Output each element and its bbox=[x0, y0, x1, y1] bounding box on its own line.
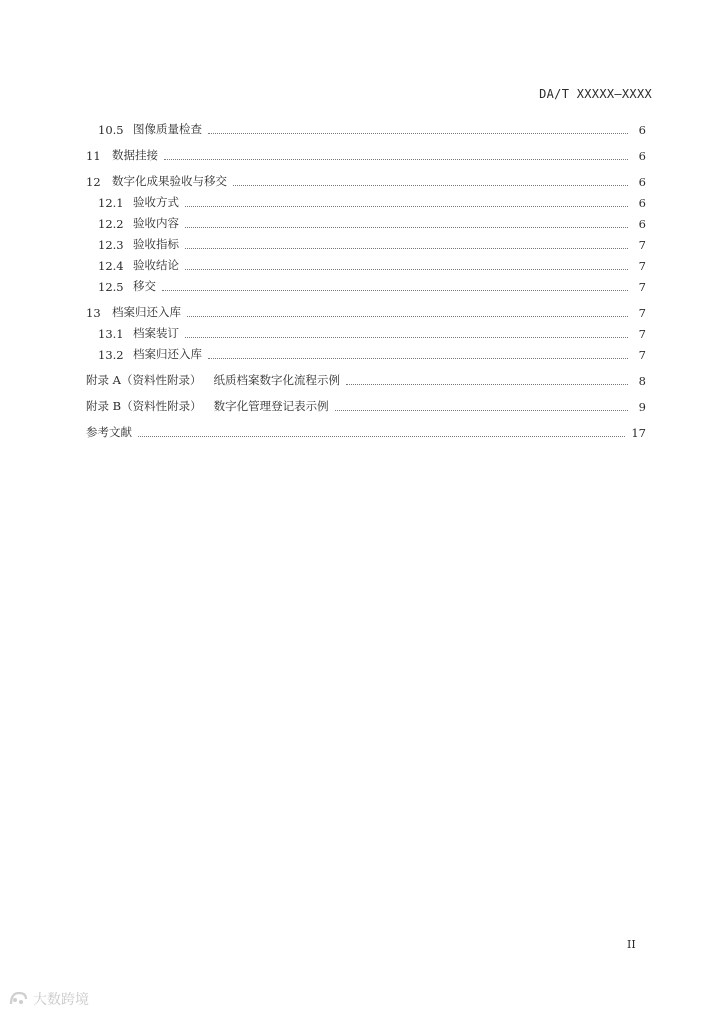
toc-entry-number: 12.5 bbox=[98, 280, 124, 294]
toc-entry[interactable] bbox=[86, 252, 646, 273]
toc-entry[interactable] bbox=[86, 320, 646, 341]
toc-entry-title: 档案归还入库 bbox=[112, 305, 181, 319]
toc-entry[interactable] bbox=[86, 210, 646, 231]
toc-entry-number: 10.5 bbox=[98, 123, 124, 137]
toc-entry-number: 13 bbox=[86, 306, 101, 320]
toc-leader-dots bbox=[208, 132, 628, 134]
toc-entry-number: 12.1 bbox=[98, 196, 124, 210]
toc-entry-title: 档案归还入库 bbox=[133, 347, 202, 361]
toc-leader-dots bbox=[185, 205, 628, 207]
toc-entry-title: 移交 bbox=[133, 279, 156, 293]
document-code: DA/T XXXXX—XXXX bbox=[539, 87, 652, 101]
brand-logo-icon bbox=[8, 990, 30, 1008]
toc-leader-dots bbox=[208, 357, 628, 359]
toc-entry-number: 附录 B（资料性附录） bbox=[86, 399, 202, 413]
table-of-contents bbox=[86, 116, 646, 440]
toc-leader-dots bbox=[185, 226, 628, 228]
toc-entry-number: 12.2 bbox=[98, 217, 124, 231]
toc-entry-page: 7 bbox=[638, 306, 646, 320]
toc-entry-page: 7 bbox=[638, 280, 646, 294]
watermark-text: 大数跨境 bbox=[33, 992, 89, 1008]
toc-entry-number: 11 bbox=[86, 149, 101, 163]
toc-leader-dots bbox=[346, 383, 628, 385]
toc-entry-page: 7 bbox=[638, 259, 646, 273]
toc-entry[interactable] bbox=[86, 393, 646, 414]
toc-entry-title: 图像质量检查 bbox=[133, 122, 202, 136]
toc-entry-title: 数据挂接 bbox=[112, 148, 158, 162]
toc-entry-number: 13.2 bbox=[98, 348, 124, 362]
toc-entry-page: 6 bbox=[638, 175, 646, 189]
toc-entry-title: 验收内容 bbox=[133, 216, 179, 230]
toc-entry[interactable] bbox=[86, 341, 646, 362]
toc-leader-dots bbox=[185, 336, 628, 338]
toc-leader-dots bbox=[185, 247, 628, 249]
watermark bbox=[8, 989, 89, 1009]
toc-entry-number: 12.3 bbox=[98, 238, 124, 252]
toc-entry-page: 6 bbox=[638, 217, 646, 231]
toc-entry-number: 12 bbox=[86, 175, 101, 189]
toc-entry-number: 12.4 bbox=[98, 259, 124, 273]
toc-entry-page: 6 bbox=[638, 196, 646, 210]
toc-entry-page: 6 bbox=[638, 123, 646, 137]
toc-entry[interactable] bbox=[86, 273, 646, 294]
page-number: II bbox=[627, 938, 636, 951]
toc-entry-page: 7 bbox=[638, 348, 646, 362]
toc-leader-dots bbox=[185, 268, 628, 270]
toc-entry-page: 6 bbox=[638, 149, 646, 163]
toc-entry-title: 数字化管理登记表示例 bbox=[213, 399, 329, 413]
toc-entry-title: 档案装订 bbox=[133, 326, 179, 340]
toc-entry-title: 数字化成果验收与移交 bbox=[112, 174, 227, 188]
toc-leader-dots bbox=[162, 289, 628, 291]
toc-entry[interactable] bbox=[86, 116, 646, 137]
toc-entry[interactable] bbox=[86, 367, 646, 388]
toc-entry[interactable] bbox=[86, 142, 646, 163]
toc-entry[interactable] bbox=[86, 299, 646, 320]
toc-entry[interactable] bbox=[86, 231, 646, 252]
toc-entry-title: 验收指标 bbox=[133, 237, 179, 251]
toc-leader-dots bbox=[335, 409, 628, 411]
toc-entry-number: 附录 A（资料性附录） bbox=[86, 373, 202, 387]
toc-entry[interactable] bbox=[86, 168, 646, 189]
toc-leader-dots bbox=[138, 435, 625, 437]
toc-entry[interactable] bbox=[86, 419, 646, 440]
toc-entry-page: 9 bbox=[638, 400, 646, 414]
toc-entry-page: 7 bbox=[638, 238, 646, 252]
toc-entry-page: 8 bbox=[638, 374, 646, 388]
toc-entry-title: 验收结论 bbox=[133, 258, 179, 272]
toc-entry-title: 纸质档案数字化流程示例 bbox=[213, 373, 340, 387]
toc-leader-dots bbox=[233, 184, 628, 186]
toc-entry[interactable] bbox=[86, 189, 646, 210]
toc-entry-title: 参考文献 bbox=[86, 425, 132, 439]
toc-leader-dots bbox=[187, 315, 628, 317]
toc-entry-page: 7 bbox=[638, 327, 646, 341]
toc-entry-title: 验收方式 bbox=[133, 195, 179, 209]
toc-entry-number: 13.1 bbox=[98, 327, 124, 341]
toc-entry-page: 17 bbox=[631, 426, 646, 440]
toc-leader-dots bbox=[164, 158, 628, 160]
